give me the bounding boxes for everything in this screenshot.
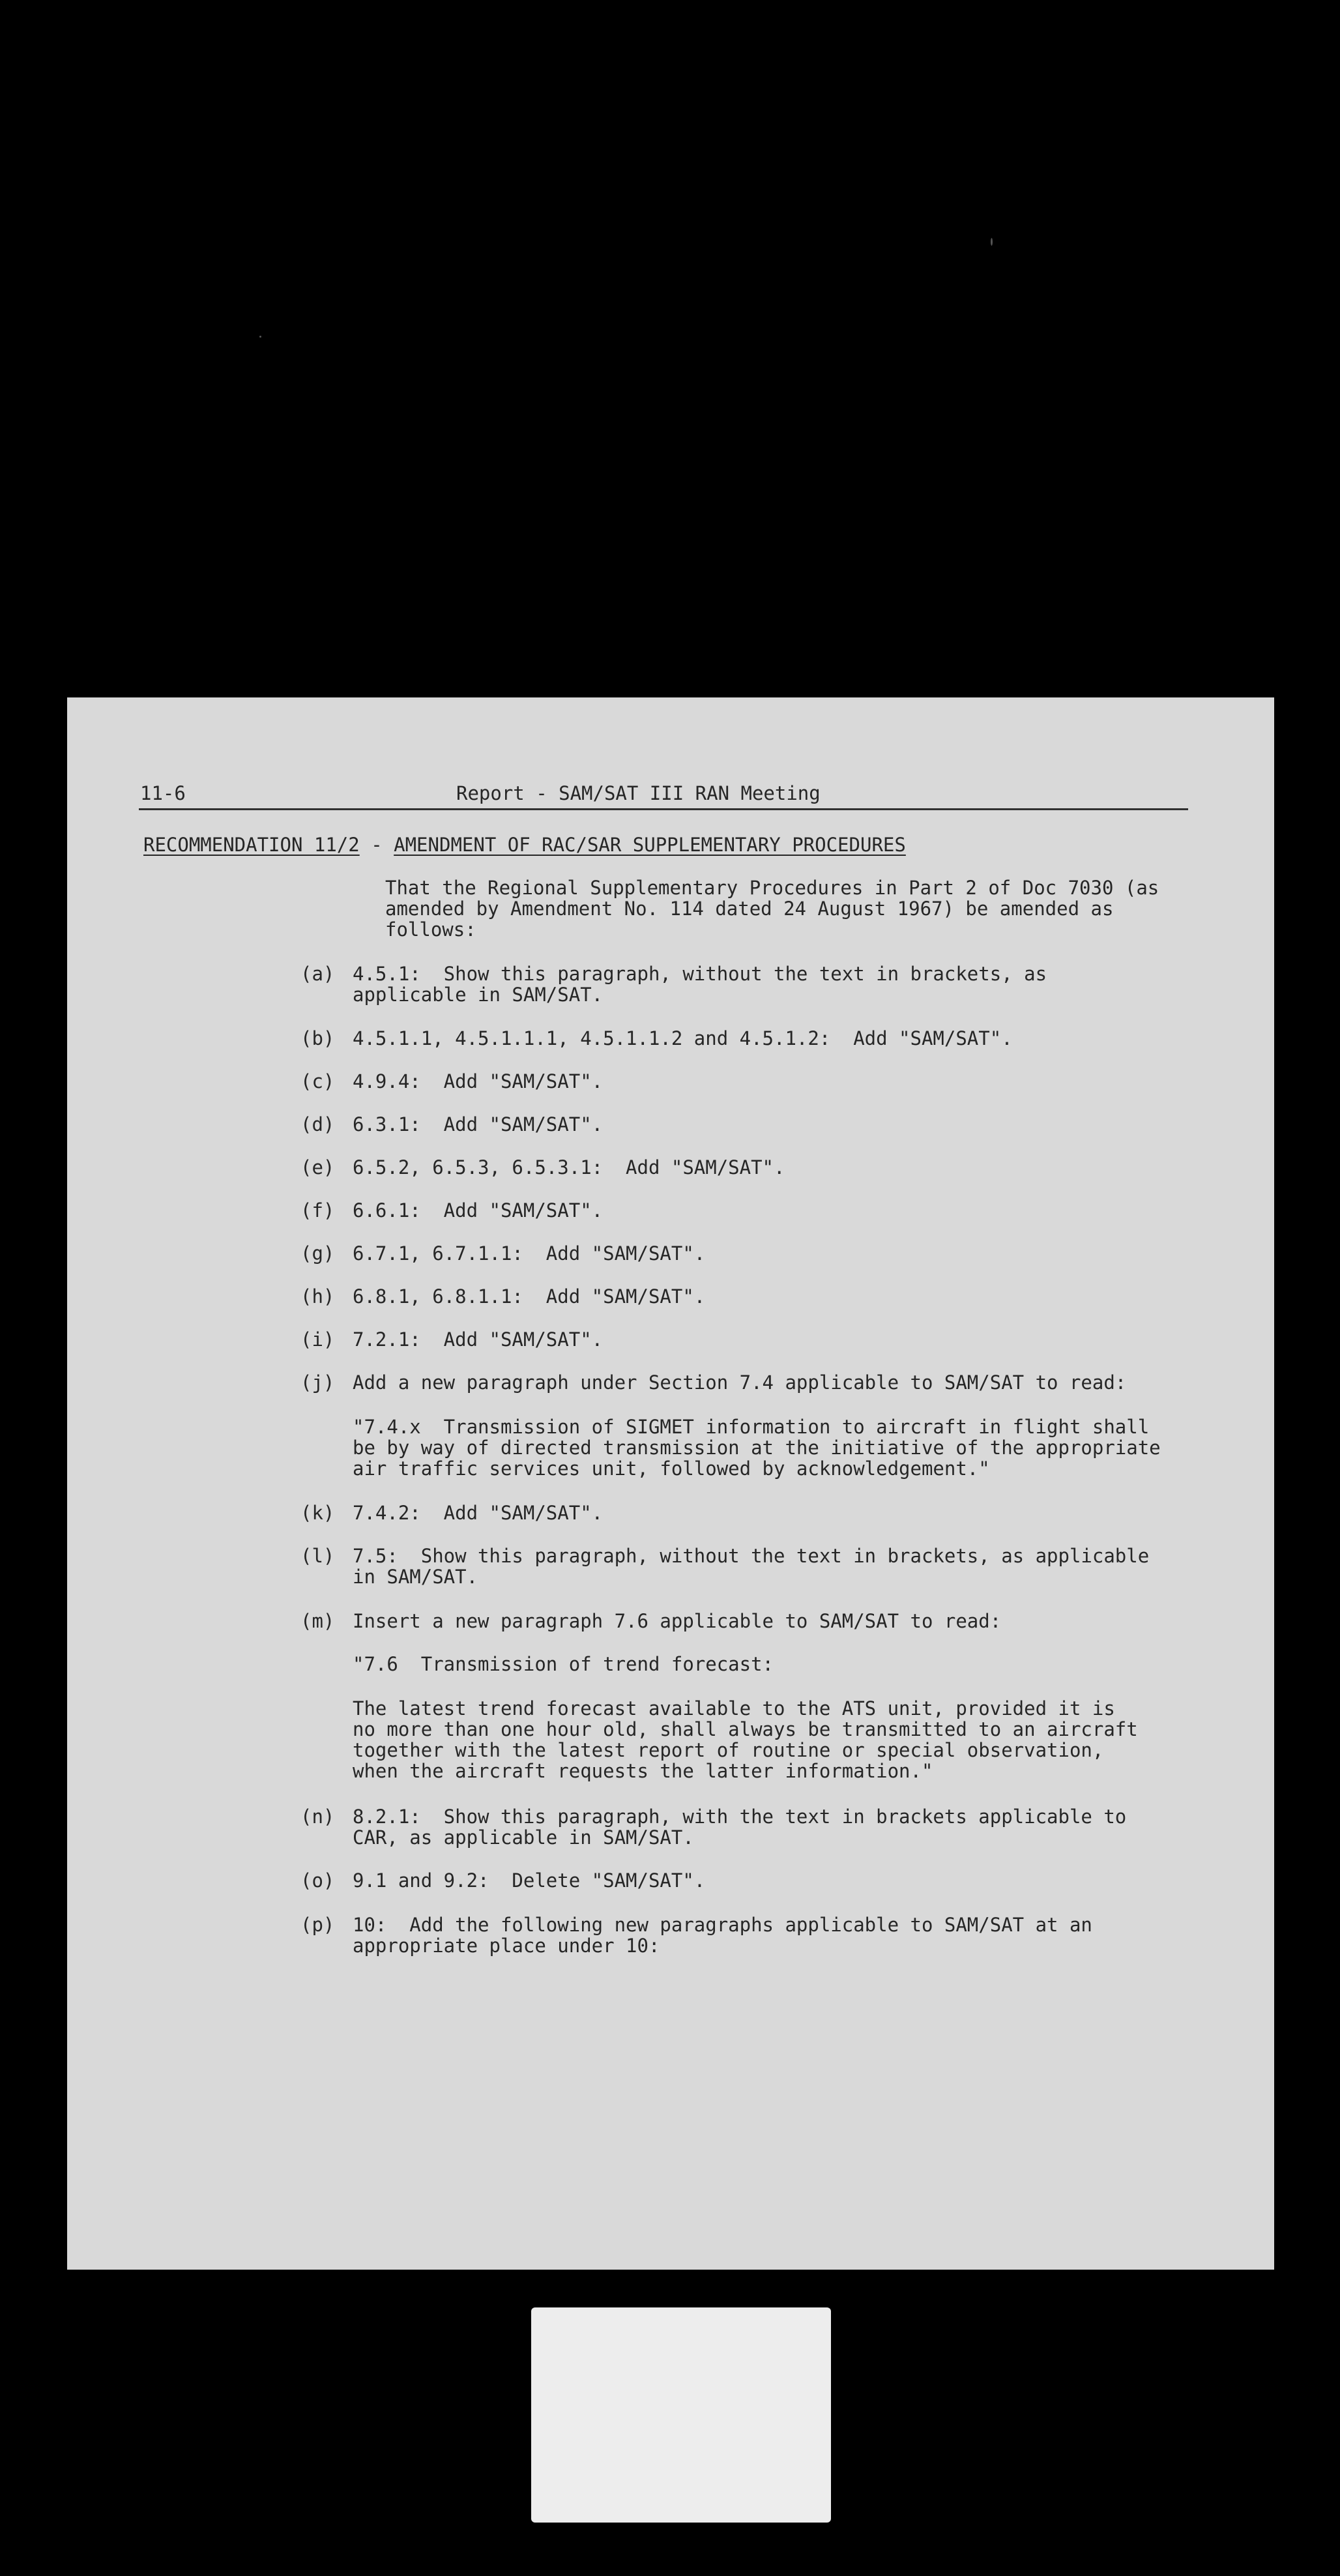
target-card: [531, 2307, 831, 2523]
item-m-quote-heading: "7.6 Transmission of trend forecast:: [353, 1653, 774, 1675]
item-label-d: (d): [300, 1113, 335, 1135]
item-label-j: (j): [300, 1371, 335, 1394]
item-l-text: 7.5: Show this paragraph, without the text in brackets, as applicable: [353, 1545, 1150, 1567]
header-rule: [139, 808, 1188, 810]
item-o-text: 9.1 and 9.2: Delete "SAM/SAT".: [353, 1869, 706, 1892]
item-k-text: 7.4.2: Add "SAM/SAT".: [353, 1502, 604, 1524]
scan-speck: [259, 336, 261, 338]
item-label-g: (g): [300, 1242, 335, 1265]
item-label-a: (a): [300, 963, 335, 985]
item-h-text: 6.8.1, 6.8.1.1: Add "SAM/SAT".: [353, 1285, 706, 1308]
intro-line: That the Regional Supplementary Procedures in Part 2 of Doc 7030 (as: [385, 877, 1159, 899]
item-n-text: 8.2.1: Show this paragraph, with the text in brackets applicable to: [353, 1806, 1127, 1828]
item-j-quote: be by way of directed transmission at the initiative of the appropriate: [353, 1437, 1161, 1459]
item-j-text: Add a new paragraph under Section 7.4 applicable to SAM/SAT to read:: [353, 1371, 1127, 1394]
item-m-quote: The latest trend forecast available to the ATS unit, provided it is: [353, 1697, 1115, 1720]
recommendation-heading: [143, 834, 906, 856]
item-c-text: 4.9.4: Add "SAM/SAT".: [353, 1070, 604, 1092]
item-j-quote: "7.4.x Transmission of SIGMET information to aircraft in flight shall: [353, 1416, 1150, 1438]
page-header-title: Report - SAM/SAT III RAN Meeting: [456, 782, 821, 804]
recommendation-dash: -: [371, 834, 383, 856]
item-label-h: (h): [300, 1285, 335, 1308]
intro-line: follows:: [385, 918, 476, 941]
item-label-i: (i): [300, 1328, 335, 1351]
item-m-quote: when the aircraft requests the latter information.": [353, 1760, 933, 1782]
item-m-text: Insert a new paragraph 7.6 applicable to SAM/SAT to read:: [353, 1610, 1002, 1632]
scan-speck: [991, 238, 993, 246]
item-label-p: (p): [300, 1914, 335, 1936]
item-m-quote: no more than one hour old, shall always be transmitted to an aircraft: [353, 1718, 1138, 1740]
item-label-b: (b): [300, 1027, 335, 1049]
item-d-text: 6.3.1: Add "SAM/SAT".: [353, 1113, 604, 1135]
item-b-text: 4.5.1.1, 4.5.1.1.1, 4.5.1.1.2 and 4.5.1.2: Add "SAM/SAT".: [353, 1027, 1013, 1049]
item-j-quote: air traffic services unit, followed by acknowledgement.": [353, 1457, 990, 1480]
item-label-n: (n): [300, 1806, 335, 1828]
item-e-text: 6.5.2, 6.5.3, 6.5.3.1: Add "SAM/SAT".: [353, 1156, 785, 1178]
item-label-o: (o): [300, 1869, 335, 1892]
item-m-quote: together with the latest report of routine or special observation,: [353, 1739, 1104, 1761]
document-page: [67, 697, 1274, 2270]
intro-line: amended by Amendment No. 114 dated 24 August 1967) be amended as: [385, 898, 1114, 920]
page-number: 11-6: [140, 782, 186, 804]
item-f-text: 6.6.1: Add "SAM/SAT".: [353, 1199, 604, 1222]
item-n-text: CAR, as applicable in SAM/SAT.: [353, 1826, 694, 1849]
item-label-c: (c): [300, 1070, 335, 1092]
item-p-text: 10: Add the following new paragraphs applicable to SAM/SAT at an: [353, 1914, 1092, 1936]
item-p-text: appropriate place under 10:: [353, 1935, 660, 1957]
item-i-text: 7.2.1: Add "SAM/SAT".: [353, 1328, 604, 1351]
recommendation-title: AMENDMENT OF RAC/SAR SUPPLEMENTARY PROCEDURES: [394, 834, 906, 856]
item-label-e: (e): [300, 1156, 335, 1178]
item-label-k: (k): [300, 1502, 335, 1524]
item-label-m: (m): [300, 1610, 335, 1632]
recommendation-number: RECOMMENDATION 11/2: [143, 834, 360, 856]
item-label-l: (l): [300, 1545, 335, 1567]
item-a-text: applicable in SAM/SAT.: [353, 984, 604, 1006]
item-l-text: in SAM/SAT.: [353, 1566, 478, 1588]
item-g-text: 6.7.1, 6.7.1.1: Add "SAM/SAT".: [353, 1242, 706, 1265]
item-a-text: 4.5.1: Show this paragraph, without the text in brackets, as: [353, 963, 1047, 985]
item-label-f: (f): [300, 1199, 335, 1222]
